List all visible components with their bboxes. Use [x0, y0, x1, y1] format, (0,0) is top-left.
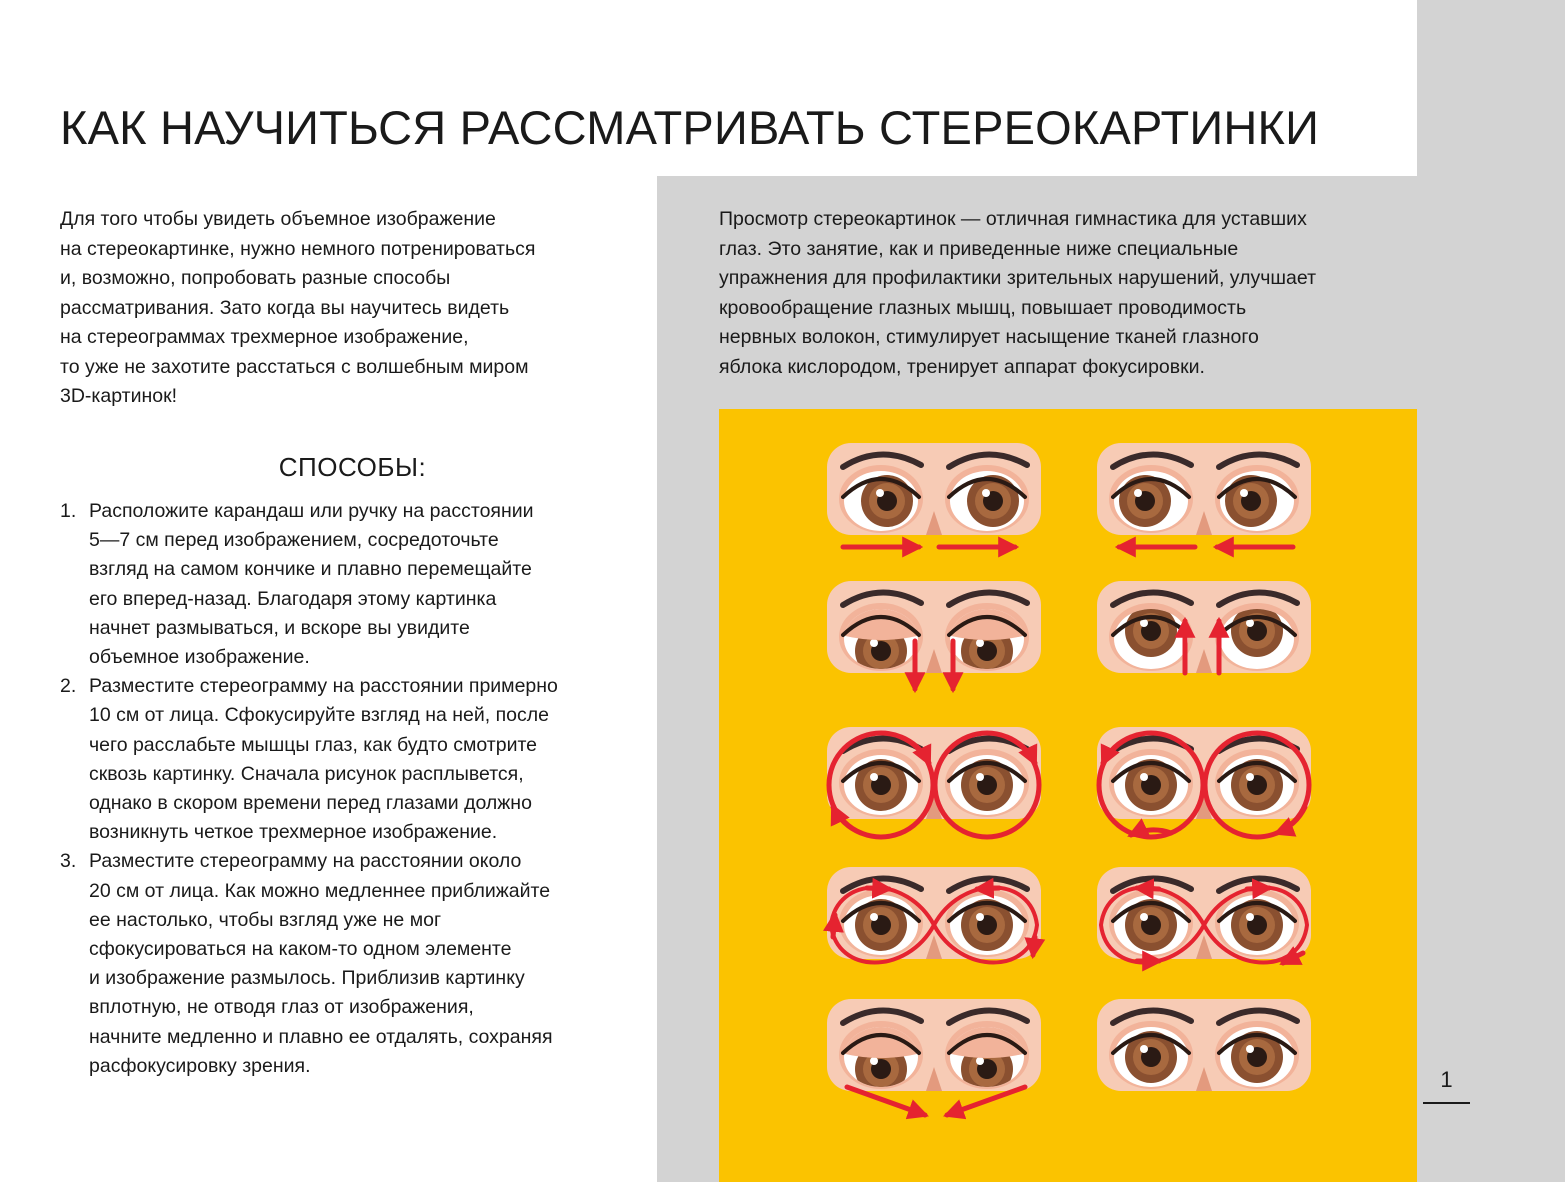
method-line: 10 см от лица. Сфокусируйте взгляд на ней, после — [89, 704, 549, 727]
intro-line: на стереограммах трехмерное изображение, — [60, 326, 469, 348]
eye-pair — [827, 999, 1041, 1115]
intro-line: на стереокартинке, нужно немного потренироваться — [60, 237, 536, 260]
intro-line: то уже не захотите расстаться с волшебным миром — [60, 355, 529, 378]
methods-heading: СПОСОБЫ: — [278, 452, 427, 482]
intro-paragraph — [60, 205, 645, 412]
red-arrow — [1033, 937, 1035, 955]
eye-highlight — [870, 913, 878, 921]
method-line: сквозь картинку. Сначала рисунок расплывется, — [89, 762, 524, 785]
method-item — [60, 497, 660, 672]
method-line: Разместите стереограмму на расстоянии около — [89, 850, 522, 873]
page-number-underline — [1423, 1102, 1470, 1104]
eye-pair — [1097, 581, 1311, 673]
eye-pair — [827, 727, 1041, 837]
method-line: Расположите карандаш или ручку на расстоянии — [89, 500, 534, 522]
benefits-line: упражнения для профилактики зрительных нарушений, улучшает — [719, 267, 1317, 289]
eye-pair — [1097, 443, 1311, 547]
method-line: сфокусироваться на каком-то одном элементе — [89, 938, 512, 961]
intro-line: 3D-картинок! — [60, 385, 178, 407]
eye-highlight — [1140, 1045, 1148, 1053]
eye-pair — [827, 443, 1041, 547]
eye-pair — [1097, 999, 1311, 1091]
eye-highlight — [870, 773, 878, 781]
eye-highlight — [976, 913, 984, 921]
eye-pair — [1097, 727, 1311, 837]
method-number: 2. — [60, 675, 77, 698]
method-item — [60, 847, 660, 1081]
eye-highlight — [870, 639, 878, 647]
method-line: расфокусировку зрения. — [89, 1054, 311, 1077]
eye-highlight — [982, 489, 990, 497]
eye-highlight — [1246, 773, 1254, 781]
eye-exercises-illustration — [719, 409, 1417, 1182]
method-line: 5—7 см перед изображением, сосредоточьте — [89, 529, 499, 552]
eye-pair — [1097, 867, 1311, 963]
red-arrow — [867, 888, 889, 889]
eye-highlight — [976, 639, 984, 647]
method-line: однако в скором времени перед глазами должно — [89, 792, 532, 815]
eye-pair — [827, 581, 1041, 689]
method-line: его вперед-назад. Благодаря этому картинка — [89, 587, 497, 610]
method-line: 20 см от лица. Как можно медленнее приближайте — [89, 879, 551, 902]
method-line: взгляд на самом кончике и плавно перемещайте — [89, 558, 532, 581]
eye-highlight — [870, 1057, 878, 1065]
benefits-paragraph — [719, 205, 1414, 382]
methods-list — [60, 497, 660, 1081]
method-number: 3. — [60, 850, 77, 873]
benefits-line: нервных волокон, стимулирует насыщение тканей глазного — [719, 326, 1259, 348]
red-arrow — [833, 915, 835, 937]
benefits-line: глаз. Это занятие, как и приведенные ниже специальные — [719, 237, 1239, 260]
intro-line: рассматривания. Зато когда вы научитесь видеть — [60, 296, 510, 319]
intro-line: и, возможно, попробовать разные способы — [60, 267, 451, 289]
red-arrow — [1247, 888, 1269, 889]
benefits-line: кровообращение глазных мышц, повышает проводимость — [719, 296, 1247, 319]
page-number: 1 — [1440, 1067, 1453, 1092]
red-arrow — [847, 1087, 925, 1115]
eye-highlight — [1134, 489, 1142, 497]
method-line: и изображение размылось. Приблизив картинку — [89, 967, 525, 990]
red-arrow — [947, 1087, 1025, 1115]
eye-highlight — [1140, 773, 1148, 781]
eye-highlight — [876, 489, 884, 497]
eye-highlight — [1246, 913, 1254, 921]
eye-highlight — [976, 1057, 984, 1065]
method-item — [60, 672, 660, 847]
method-number: 1. — [60, 500, 77, 522]
eye-highlight — [1140, 913, 1148, 921]
right-margin-strip — [1417, 0, 1565, 1182]
method-line: начните медленно и плавно ее отдалять, сохраняя — [89, 1025, 553, 1048]
benefits-line: Просмотр стереокартинок — отличная гимнастика для уставших — [719, 208, 1307, 230]
method-line: ее настолько, чтобы взгляд уже не мог — [89, 908, 442, 931]
red-arrow — [977, 888, 999, 889]
method-line: возникнуть четкое трехмерное изображение. — [89, 821, 498, 844]
page-title: КАК НАУЧИТЬСЯ РАССМАТРИВАТЬ СТЕРЕОКАРТИНКИ — [60, 101, 1320, 154]
intro-line: Для того чтобы увидеть объемное изображение — [60, 208, 496, 230]
method-line: чего расслабьте мышцы глаз, как будто смотрите — [89, 733, 538, 756]
eye-pair — [827, 867, 1041, 963]
benefits-line: яблока кислородом, тренирует аппарат фокусировки. — [719, 355, 1205, 378]
method-line: объемное изображение. — [89, 646, 310, 669]
red-arrow — [1137, 888, 1159, 889]
eye-exercises-drawing — [719, 409, 1417, 1182]
method-line: вплотную, не отводя глаз от изображения, — [89, 996, 474, 1019]
eye-highlight — [1240, 489, 1248, 497]
method-line: начнет размываться, и вскоре вы увидите — [89, 616, 470, 639]
eye-highlight — [1246, 1045, 1254, 1053]
method-line: Разместите стереограмму на расстоянии примерно — [89, 675, 558, 698]
eye-highlight — [976, 773, 984, 781]
